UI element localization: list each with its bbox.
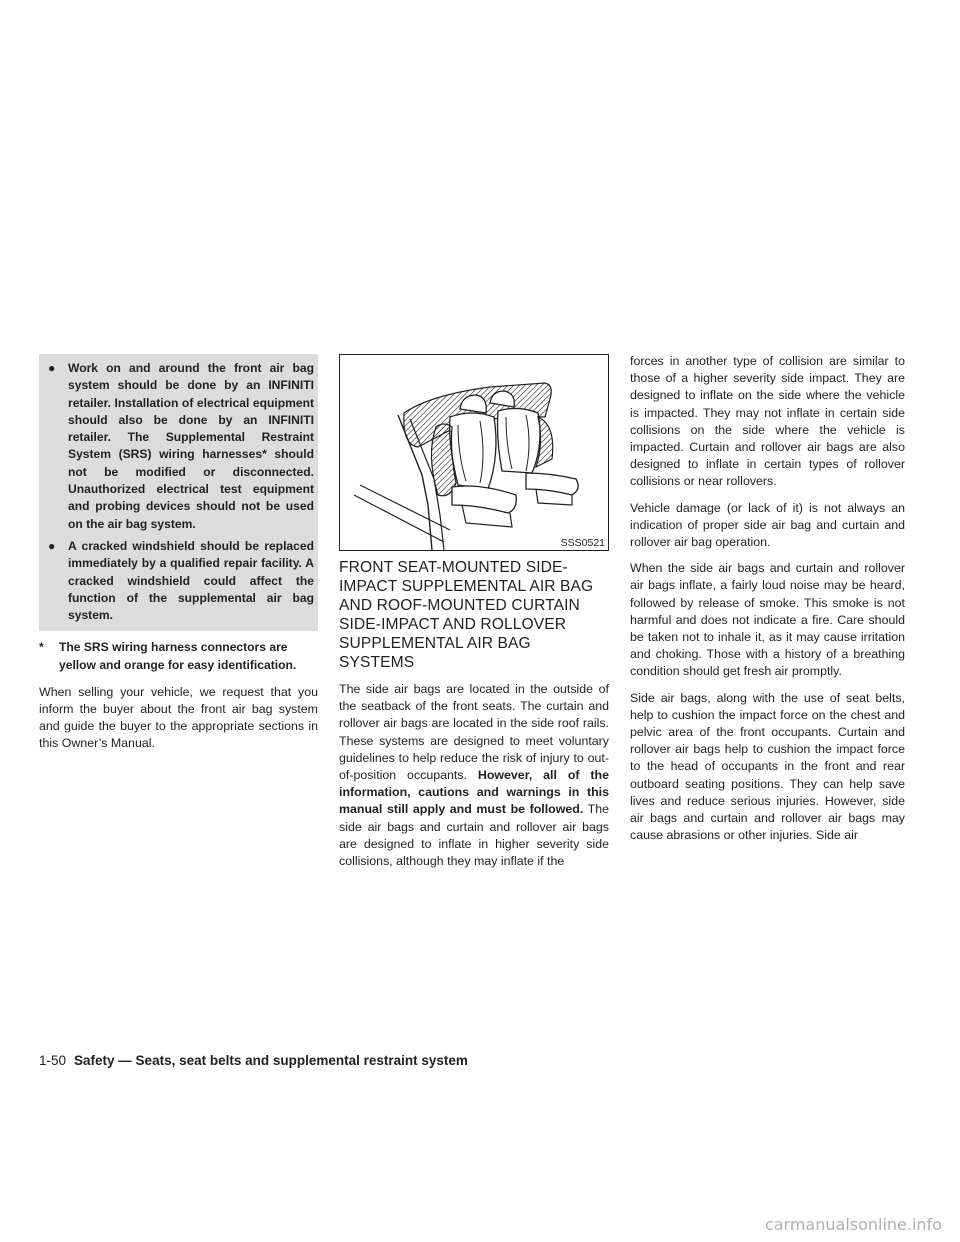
seat-airbag-drawing bbox=[340, 355, 608, 550]
selling-paragraph: When selling your vehicle, we request that you inform the buyer about the front air bag system and guide the buyer to the appropriate sections in this Owner’s Manual. bbox=[39, 684, 318, 751]
side-airbag-illustration bbox=[339, 354, 609, 551]
intro-emphasis: However, all of the information, cautions and warnings in this manual still apply and must be followed. bbox=[339, 768, 609, 817]
body-paragraph: When the side air bags and curtain and rollover air bags inflate, a fairly loud noise may be heard, followed by release of smoke. This smoke is not harmful and does not indicate a fire. Care should be taken not to inhale it, as it may cause irritation and choking. Those with a history of a breathing condition should get fresh air promptly. bbox=[630, 561, 905, 679]
left-column bbox=[39, 354, 318, 762]
page-footer bbox=[39, 1052, 468, 1070]
bullet-icon: ● bbox=[48, 361, 56, 375]
body-paragraph: Vehicle damage (or lack of it) is not always an indication of proper side air bag and curtain and rollover air bag operation. bbox=[630, 500, 905, 550]
intro-paragraph bbox=[339, 681, 609, 870]
page-number: 1-50 bbox=[39, 1053, 67, 1068]
warning-item bbox=[48, 538, 314, 624]
right-column bbox=[630, 353, 905, 853]
intro-continued-paragraph: forces in another type of collision are similar to those of a higher severity side impact. They are designed to inflate on the side where the vehicle is impacted. They may not inflate in certain side collisions on the side where the vehicle is impacted. Curtain and rollover air bags are also designed to inflate in certain types of rollover collisions or near rollovers. bbox=[630, 354, 905, 489]
intro-continuation: The side air bags and curtain and rollover air bags are designed to inflate in higher severity side collisions, although they may inflate if the bbox=[339, 802, 610, 869]
section-heading: FRONT SEAT-MOUNTED SIDE-IMPACT SUPPLEMENTAL AIR BAG AND ROOF-MOUNTED CURTAIN SIDE-IMPACT AND ROLLOVER SUPPLEMENTAL AIR BAG SYSTEMS bbox=[339, 559, 594, 671]
warning-item bbox=[48, 360, 314, 533]
bullet-icon: ● bbox=[48, 538, 56, 553]
footnote bbox=[39, 639, 318, 673]
chapter-title: Safety — Seats, seat belts and supplemental restraint system bbox=[74, 1053, 468, 1068]
warning-text: Work on and around the front air bag system should be done by an INFINITI retailer. Installation of electrical equipment should also be done by an INFINITI retailer. The Supplemental Restraint System (SRS) wiring harnesses* should not be modified or disconnected. Unauthorized electrical test equipment and probing devices should not be used on the air bag system. bbox=[68, 361, 314, 531]
watermark: carmanualsonline.info bbox=[764, 1215, 942, 1234]
warning-text: A cracked windshield should be replaced immediately by a qualified repair facility. A cracked windshield could affect the function of the supplemental air bag system. bbox=[68, 538, 314, 623]
middle-column bbox=[339, 354, 609, 870]
footnote-text: The SRS wiring harness connectors are yellow and orange for easy identification. bbox=[59, 640, 297, 672]
body-paragraph: Side air bags, along with the use of seat belts, help to cushion the impact force on the chest and pelvic area of the front occupants. Curtain and rollover air bags help to cushion the impact force to the head of occupants in the front and rear outboard seating positions. They can help save lives and reduce serious injuries. However, side air bags and curtain and rollover air bags may cause abrasions or other injuries. Side air bbox=[630, 690, 905, 843]
figure-code: SSS0521 bbox=[560, 537, 605, 549]
warning-box bbox=[39, 354, 318, 631]
intro-text: The side air bags are located in the outside of the seatback of the front seats. The curtain and rollover air bags are located in the side roof rails. These systems are designed to meet voluntary guidelines to help reduce the risk of injury to out-of-position occupants. bbox=[339, 682, 609, 783]
footnote-mark: * bbox=[39, 640, 44, 655]
